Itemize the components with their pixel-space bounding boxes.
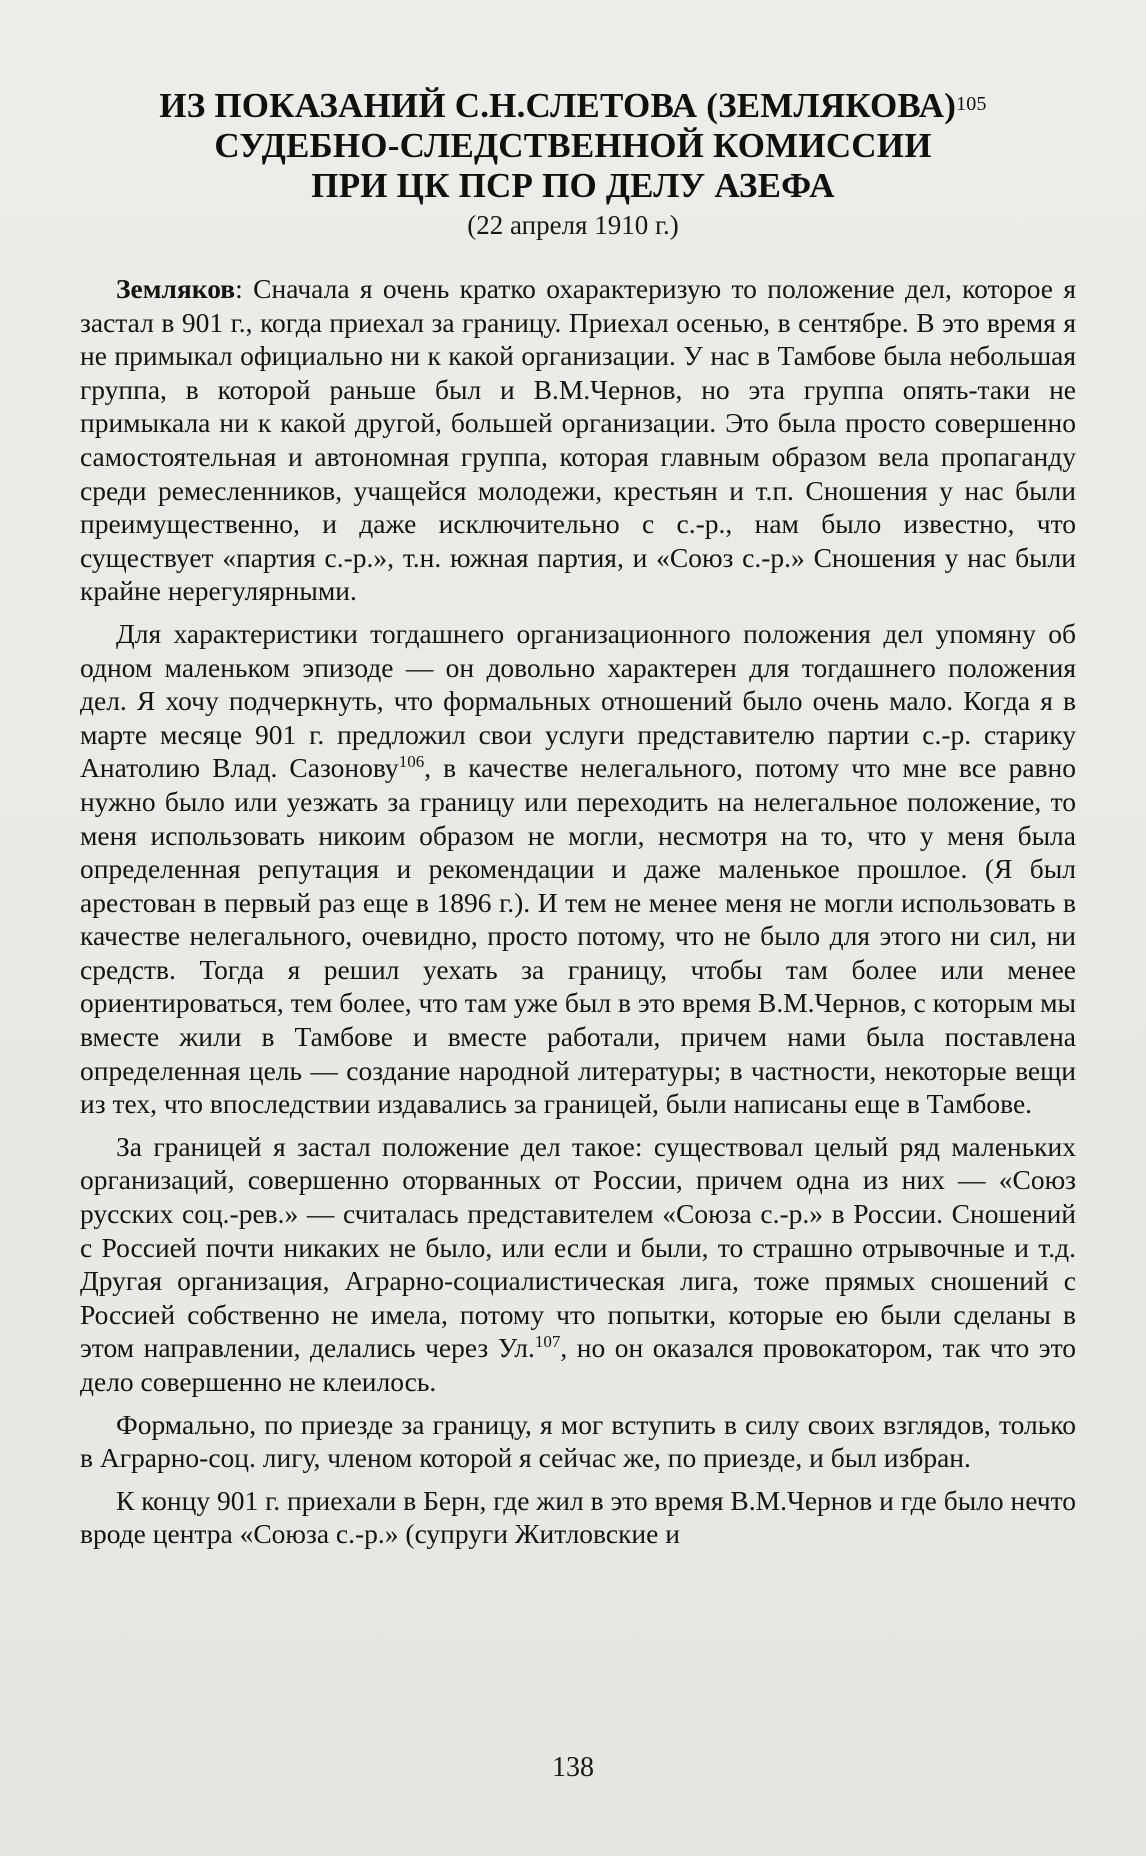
paragraph-2-text-a: Для характеристики тогдашнего организационного положения дел упомяну об одном маленьком эпизоде — он довольно характерен для тогдашнего положения дел. Я хочу подчеркнуть, что формальных отношений было очень мало. Когда я в марте месяце 901 г. предложил свои услуги представителю партии с.-р. старику Анатолию Влад. Сазонову <box>80 617 1076 784</box>
paragraph-3 <box>80 1130 1076 1399</box>
page-number: 138 <box>552 1752 594 1783</box>
document-date: (22 апреля 1910 г.) <box>467 210 679 240</box>
footnote-ref-105: 105 <box>956 93 987 115</box>
paragraph-2-text-b: , в качестве нелегального, потому что мне все равно нужно было или уезжать за границу или переходить на нелегальное положение, то меня использовать никоим образом не могли, несмотря на то, что у меня была определенная репутация и рекомендации и даже маленькое прошлое. (Я был арестован в первый раз еще в 1896 г.). И тем не менее меня не могли использовать в качестве нелегального, очевидно, просто потому, что не было для этого ни сил, ни средств. Тогда я решил уехать за границу, чтобы там более или менее ориентироваться, тем более, что там уже был в это время В.М.Чернов, с которым мы вместе жили в Тамбове и вместе работали, причем нами была поставлена определенная цель — создание народной литературы; в частности, некоторые вещи из тех, что впоследствии издавались за границей, были написаны еще в Тамбове. <box>80 752 1077 1120</box>
title-line-2: СУДЕБНО-СЛЕДСТВЕННОЙ КОМИССИИ <box>214 126 932 165</box>
title-line-1 <box>0 86 1146 126</box>
paragraph-4: Формально, по приезде за границу, я мог вступить в силу своих взглядов, только в Аграрно-соц. лигу, членом которой я сейчас же, по приезде, и был избран. <box>80 1408 1076 1474</box>
footnote-ref-106: 106 <box>398 752 425 772</box>
paragraph-2 <box>80 617 1076 1121</box>
paragraph-1 <box>80 272 1076 608</box>
title-line-1-text: ИЗ ПОКАЗАНИЙ С.Н.СЛЕТОВА (ЗЕМЛЯКОВА) <box>159 86 957 125</box>
paragraph-5: К концу 901 г. приехали в Берн, где жил в это время В.М.Чернов и где было нечто вроде центра «Союза с.-р.» (супруги Житловские и <box>80 1484 1076 1550</box>
title-block <box>0 86 1146 242</box>
paragraph-1-text: : Сначала я очень кратко охарактеризую то положение дел, которое я застал в 901 г., когда приехал за границу. Приехал осенью, в сентябре. В это время я не примыкал официально ни к какой организации. У нас в Тамбове была небольшая группа, в которой раньше был и В.М.Чернов, но эта группа опять-таки не примыкала ни к какой другой, большей организации. Это была просто совершенно самостоятельная и автономная группа, которая главным образом вела пропаганду среди ремесленников, учащейся молодежи, крестьян и т.п. Сношения у нас были преимущественно, и даже исключительно с с.-р., нам было известно, что существует «партия с.-р.», т.н. южная партия, и «Союз с.-р.» Сношения у нас были крайне нерегулярными. <box>80 273 1076 607</box>
speaker-name: Земляков <box>116 273 236 304</box>
footnote-ref-107: 107 <box>534 1332 561 1352</box>
title-line-3: ПРИ ЦК ПСР ПО ДЕЛУ АЗЕФА <box>311 166 835 205</box>
paragraph-3-text-a: За границей я застал положение дел такое: существовал целый ряд маленьких организаций, совершенно оторванных от России, причем одна из них — «Союз русских соц.-рев.» — считалась представителем «Союза с.-р.» в России. Сношений с Россией почти никаких не было, или если и были, то страшно отрывочные и т.д. Другая организация, Аграрно-социалистическая лига, тоже прямых сношений с Россией собственно не имела, потому что попытки, которые ею были сделаны в этом направлении, делались через Ул. <box>80 1130 1076 1364</box>
body-text <box>80 272 1076 1560</box>
paragraph-3-text-b: , но он оказался провокатором, так что это дело совершенно не клеилось. <box>80 1332 1077 1397</box>
